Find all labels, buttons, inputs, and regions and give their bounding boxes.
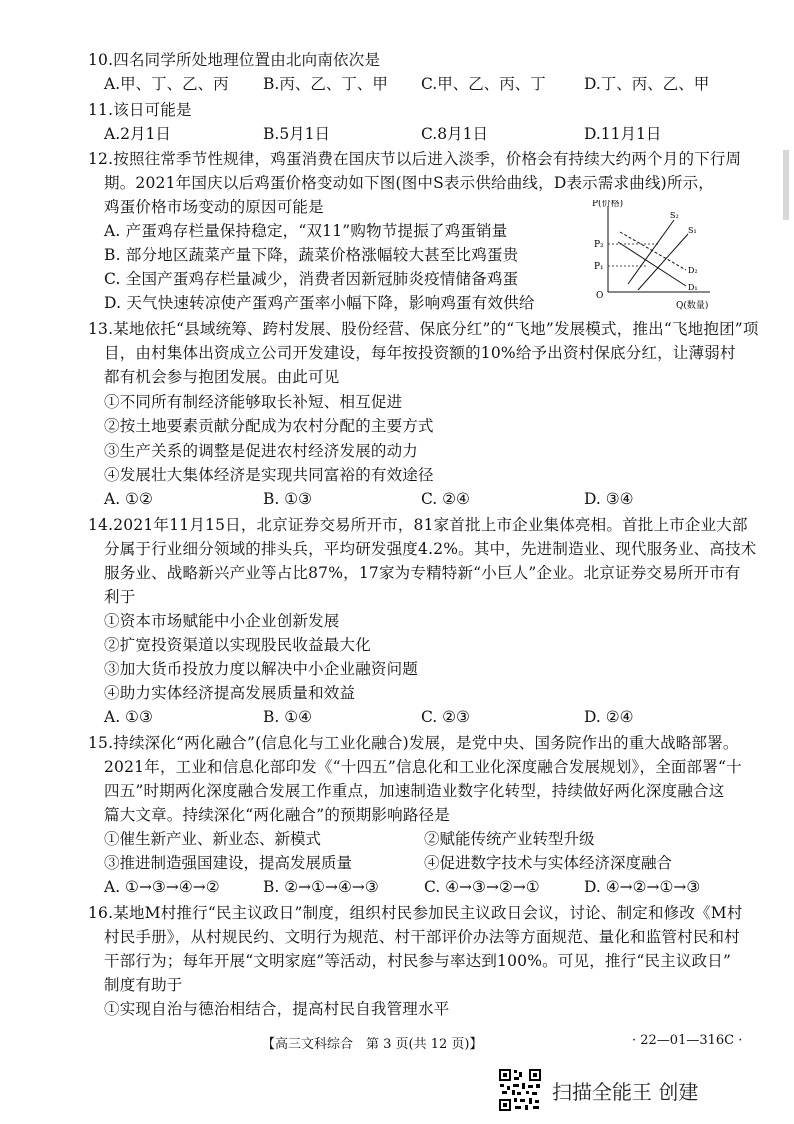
y-axis-label: P(价格) [592, 200, 624, 209]
q15-option-d: D. ④→②→①→③ [584, 878, 701, 896]
q14-item-2: ②扩宽投资渠道以实现股民收益最大化 [104, 636, 371, 654]
q12-line-3: 鸡蛋价格市场变动的原因可能是 [104, 198, 324, 216]
q11-stem: 11.该日可能是 [88, 101, 192, 119]
q15-option-a: A. ①→③→④→② [104, 878, 220, 896]
q15-option-b: B. ②→①→④→③ [263, 878, 379, 896]
q13-option-d: D. ③④ [584, 490, 634, 508]
q13-item-3: ③生产关系的调整是促进农村经济发展的动力 [104, 442, 419, 460]
price-level-p2: P₂ [594, 240, 604, 250]
q12-line-1: 12.按照往常季节性规律，鸡蛋消费在国庆节以后进入淡季，价格会有持续大约两个月的下行周 [88, 150, 742, 168]
curve-1 [638, 234, 688, 290]
q13-item-4: ④发展壮大集体经济是实现共同富裕的有效途径 [104, 466, 434, 484]
q11-option-c: C.8月1日 [421, 125, 488, 143]
q11-option-d: D.11月1日 [584, 125, 662, 143]
q12-option-a: A. 产蛋鸡存栏量保持稳定，“双11”购物节提振了鸡蛋销量 [104, 222, 508, 240]
q15-line-2: 2021年，工业和信息化部印发《“十四五”信息化和工业化深度融合发展规划》，全面部署“十 [104, 758, 742, 776]
q14-option-d: D. ②④ [584, 708, 634, 726]
price-level-p1: P₁ [594, 262, 604, 272]
q10-stem: 10.四名同学所处地理位置由北向南依次是 [88, 51, 381, 69]
curve-label-1: S₁ [688, 226, 697, 235]
q15-line-3: 四五”时期两化深度融合发展工作重点，加速制造业数字化转型，持续做好两化深度融合这 [104, 782, 725, 800]
q10-option-b: B.丙、乙、丁、甲 [263, 75, 388, 93]
q13-item-2: ②按土地要素贡献分配成为农村分配的主要方式 [104, 417, 434, 435]
q11-option-a: A.2月1日 [104, 125, 171, 143]
q15-line-4: 篇大文章。持续深化“两化融合”的预期影响路径是 [104, 806, 450, 824]
q10-option-a: A.甲、丁、乙、丙 [104, 75, 229, 93]
q15-item-3: ③推进制造强国建设，提高发展质量 [104, 854, 353, 872]
q16-line-4: 制度有助于 [104, 976, 183, 994]
curve-label-2: D₂ [688, 266, 698, 275]
q15-line-1: 15.持续深化“两化融合”(信息化与工业化融合)发展，是党中央、国务院作出的重大战略部署。 [88, 734, 739, 752]
q15-item-2: ②赋能传统产业转型升级 [424, 830, 595, 848]
q15-item-1: ①催生新产业、新业态、新模式 [104, 830, 322, 848]
supply-demand-svg [590, 200, 720, 312]
q13-option-b: B. ①③ [263, 490, 313, 508]
q12-line-2: 期。2021年国庆以后鸡蛋价格变动如下图(图中S表示供给曲线，D表示需求曲线)所示， [104, 174, 714, 192]
q16-line-1: 16.某地M村推行“民主议政日”制度，组织村民参加民主议政日会议，讨论、制定和修改《M村 [88, 904, 743, 922]
qr-code-icon [498, 1068, 542, 1112]
x-axis-label: Q(数量) [676, 301, 709, 311]
q13-option-a: A. ①② [104, 490, 153, 508]
q14-option-a: A. ①③ [104, 708, 153, 726]
curve-label-0: S₂ [670, 211, 679, 220]
curve-label-3: D₁ [688, 283, 698, 292]
q16-line-2: 村民手册》，从村规民约、文明行为规范、村干部评价办法等方面规范、量化和监管村民和村 [104, 928, 740, 946]
q15-option-c: C. ④→③→②→① [424, 878, 540, 896]
q14-item-4: ④助力实体经济提高发展质量和效益 [104, 684, 356, 702]
q10-option-d: D.丁、丙、乙、甲 [584, 75, 710, 93]
origin-label: O [596, 291, 604, 301]
q14-option-c: C. ②③ [421, 708, 470, 726]
supply-demand-chart [590, 200, 720, 312]
q13-line-1: 13.某地依托“县域统筹、跨村发展、股份经营、保底分红”的“飞地”发展模式，推出“飞地抱团”项 [88, 320, 759, 338]
q15-item-4: ④促进数字技术与实体经济深度融合 [424, 854, 673, 872]
q13-item-1: ①不同所有制经济能够取长补短、相互促进 [104, 393, 403, 411]
q12-option-b: B. 部分地区蔬菜产量下降，蔬菜价格涨幅较大甚至比鸡蛋贵 [104, 246, 519, 264]
curve-3 [618, 242, 686, 286]
q14-line-3: 服务业、战略新兴产业等占比87%，17家为专精特新“小巨人”企业。北京证券交易所开市有 [104, 564, 741, 582]
q13-option-c: C. ②④ [421, 490, 470, 508]
watermark-text: 扫描全能王 创建 [552, 1080, 699, 1104]
q14-line-4: 利于 [104, 588, 136, 606]
q13-line-2: 目，由村集体出资成立公司开发建设，每年按投资额的10%给予出资村保底分红，让薄弱村 [104, 344, 736, 362]
q12-option-d: D. 天气快速转凉使产蛋鸡产蛋率小幅下降，影响鸡蛋有效供给 [104, 294, 535, 312]
scan-edge-mark [783, 150, 789, 220]
q14-option-b: B. ①④ [263, 708, 313, 726]
q16-item-1: ①实现自治与德治相结合，提高村民自我管理水平 [104, 1000, 450, 1018]
page-footer-center: 【高三文科综合 第 3 页(共 12 页)】 [262, 1037, 483, 1052]
page-footer-code: · 22—01—316C · [632, 1033, 743, 1048]
q10-option-c: C.甲、乙、丙、丁 [421, 75, 546, 93]
q12-option-c: C. 全国产蛋鸡存栏量减少，消费者因新冠肺炎疫情储备鸡蛋 [104, 270, 519, 288]
q14-line-2: 分属于行业细分领域的排头兵，平均研发强度4.2%。其中，先进制造业、现代服务业、高技术 [104, 540, 757, 558]
curve-0 [628, 220, 674, 284]
scanner-watermark [498, 1068, 748, 1114]
q14-item-1: ①资本市场赋能中小企业创新发展 [104, 612, 340, 630]
q14-item-3: ③加大货币投放力度以解决中小企业融资问题 [104, 660, 419, 678]
q16-line-3: 干部行为；每年开展“文明家庭”等活动，村民参与率达到100%。可见，推行“民主议政日” [104, 952, 732, 970]
q13-line-3: 都有机会参与抱团发展。由此可见 [104, 368, 340, 386]
q14-line-1: 14.2021年11月15日，北京证券交易所开市，81家首批上市企业集体亮相。首批上市企业大部 [88, 516, 748, 534]
q11-option-b: B.5月1日 [263, 125, 331, 143]
